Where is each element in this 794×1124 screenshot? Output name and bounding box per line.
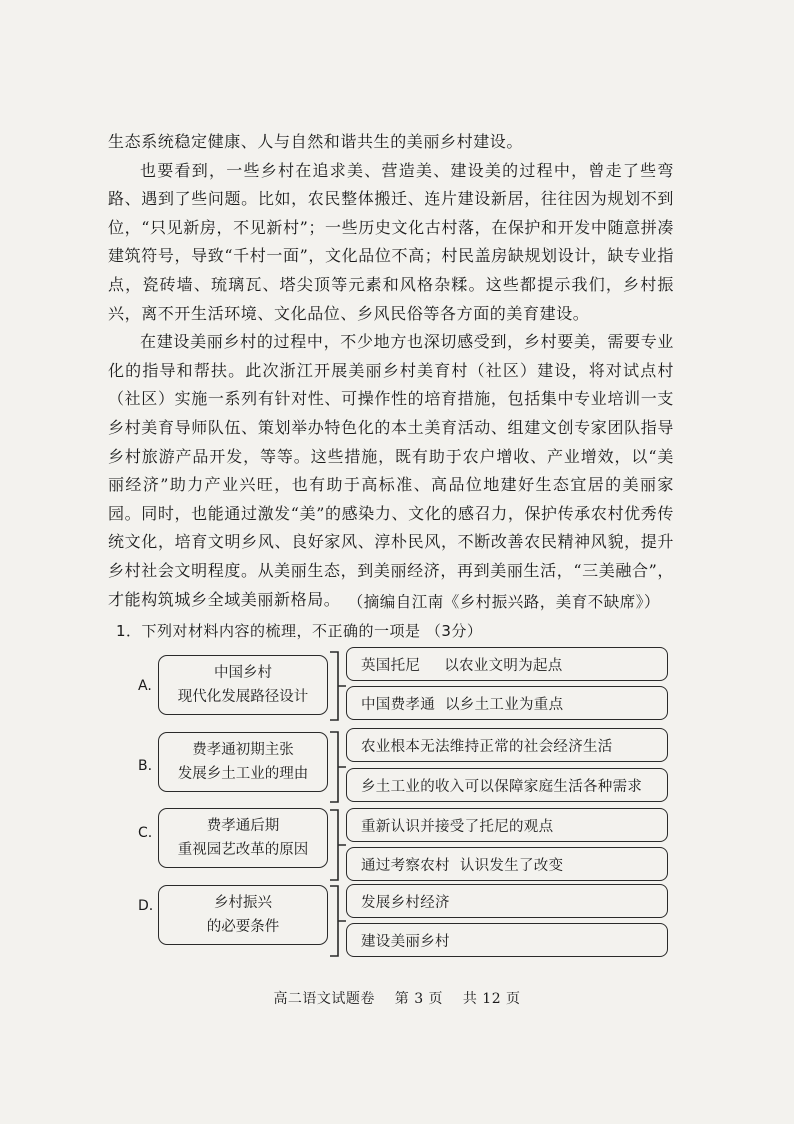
option-b-topic-line-2: 发展乡土工业的理由 [177, 766, 309, 782]
option-a-topic-line-1: 中国乡村 [214, 665, 272, 681]
option-c-item-1: 重新认识并接受了托尼的观点 [346, 808, 668, 842]
option-b-item-1: 农业根本无法维持正常的社会经济生活 [346, 728, 668, 762]
option-c-topic-line-2: 重视园艺改革的原因 [177, 842, 309, 858]
option-b-brace [328, 730, 348, 806]
question-stem: 1．下列对材料内容的梳理，不正确的一项是 （3分） [116, 622, 483, 640]
passage-paragraph-2: 也要看到，一些乡村在追求美、营造美、建设美的过程中，曾走了些弯路、遇到了些问题。比如，农民整体搬迁、连片建设新居，往往因为规划不到位，“只见新房，不见新村”；一些历史文化古村落，在保护和开发中随意拼凑建筑符号，导致“千村一面”，文化品位不高；村民盖房缺规划设计，缺专业指点，瓷砖墙、琉璃瓦、塔尖顶等元素和风格杂糅。这些都提示我们，乡村振兴，离不开生活环境、文化品位、乡风民俗等各方面的美育建设。 [108, 160, 674, 323]
passage-source: （摘编自江南《乡村振兴路，美育不缺席》） [347, 593, 660, 611]
option-a-item-2: 中国费孝通 以乡土工业为重点 [346, 686, 668, 720]
option-d-item-2: 建设美丽乡村 [346, 923, 668, 957]
option-a-brace [328, 650, 348, 724]
option-d-topic-line-2: 的必要条件 [206, 919, 280, 935]
option-c-item-2: 通过考察农村 认识发生了改变 [346, 847, 668, 881]
passage-paragraph-3: 在建设美丽乡村的过程中，不少地方也深切感受到，乡村要美，需要专业化的指导和帮扶。此次浙江开展美丽乡村美育村（社区）建设，将对试点村（社区）实施一系列有针对性、可操作性的培育措施，包括集中专业培训一支乡村美育导师队伍、策划举办特色化的本土美育活动、组建文创专家团队指导乡村旅游产品开发，等等。这些措施，既有助于农户增收、产业增效，以“美丽经济”助力产业兴旺，也有助于高标准、高品位地建好生态宜居的美丽家园。同时，也能通过激发“美”的感染力、文化的感召力，保护传承农村优秀传统文化，培育文明乡风、良好家风、淳朴民风，不断改善农民精神风貌，提升乡村社会文明程度。从美丽生态，到美丽经济，再到美丽生活，“三美融合”，才能构筑城乡全域美丽新格局。 [108, 332, 674, 609]
option-c-topic-box [158, 808, 328, 868]
option-d-topic-box [158, 885, 328, 945]
option-b-topic-box [158, 732, 328, 792]
option-d-item-1: 发展乡村经济 [346, 884, 668, 918]
option-a-item-1: 英国托尼 以农业文明为起点 [346, 647, 668, 681]
reading-passage [108, 128, 674, 614]
option-a-topic-box [158, 655, 328, 715]
option-c-brace [328, 808, 348, 884]
option-b-letter: B. [138, 758, 153, 774]
option-b-topic-line-1: 费孝通初期主张 [192, 742, 294, 758]
option-d-brace [328, 884, 348, 960]
option-c-letter: C. [138, 825, 153, 841]
option-a-topic-line-2: 现代化发展路径设计 [177, 689, 309, 705]
option-d-topic-line-1: 乡村振兴 [214, 895, 272, 911]
option-a-letter: A. [138, 678, 152, 694]
passage-paragraph-1: 生态系统稳定健康、人与自然和谐共生的美丽乡村建设。 [108, 132, 524, 151]
page-footer: 高二语文试题卷 第 3 页 共 12 页 [273, 991, 521, 1007]
option-b-item-2: 乡土工业的收入可以保障家庭生活各种需求 [346, 768, 668, 802]
option-d-letter: D. [138, 898, 154, 914]
option-c-topic-line-1: 费孝通后期 [206, 818, 280, 834]
